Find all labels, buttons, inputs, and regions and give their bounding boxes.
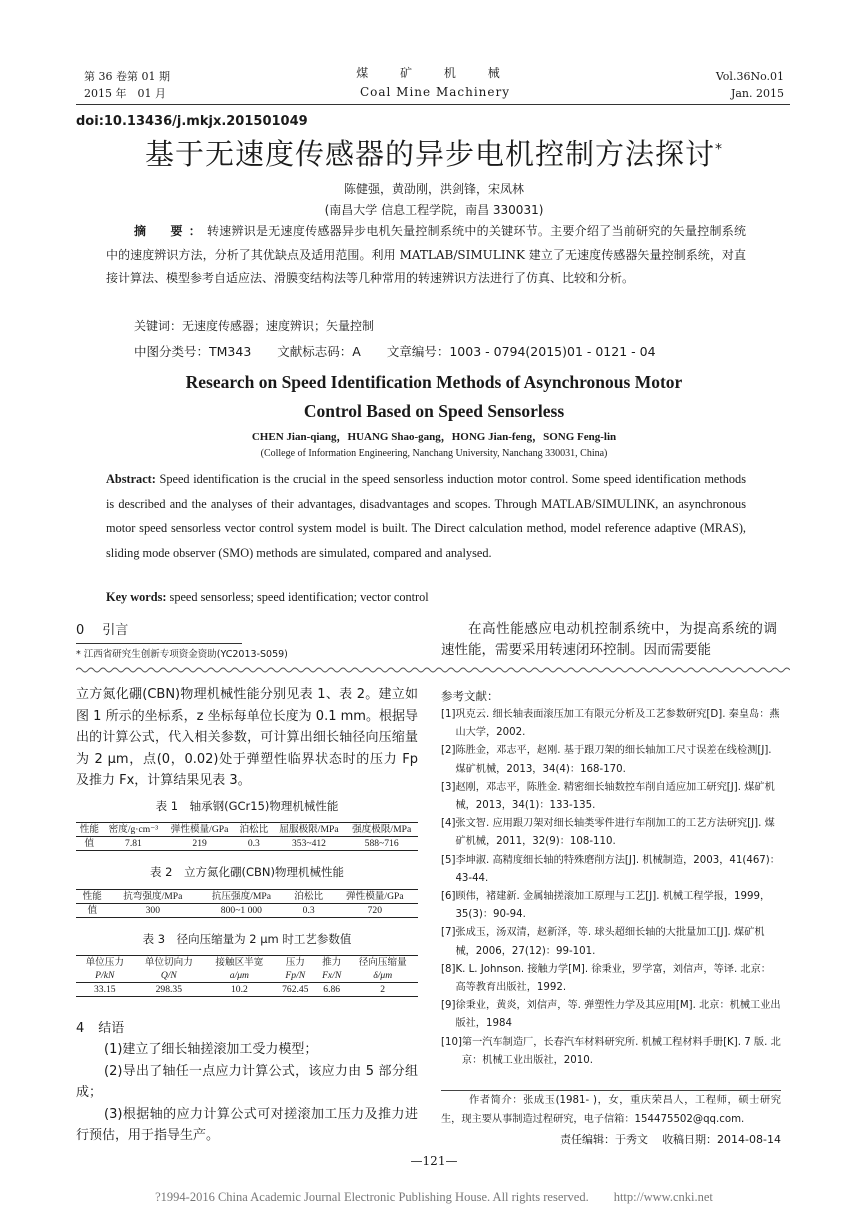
table1-header-cell: 密度/g·cm⁻³ bbox=[103, 823, 165, 837]
table3-header-cell: 压力 bbox=[275, 956, 316, 970]
reference-item bbox=[441, 815, 781, 851]
table3-header-cell: 推力 bbox=[316, 956, 347, 970]
reference-item bbox=[441, 1034, 781, 1070]
page-number: —121— bbox=[410, 1154, 458, 1168]
reference-number: [8] bbox=[441, 963, 456, 975]
table1 bbox=[76, 822, 418, 851]
abstract-cn bbox=[106, 220, 746, 291]
table2-header-cell: 弹性模量/GPa bbox=[332, 890, 418, 904]
header-volume bbox=[84, 68, 170, 102]
conclusion-item: (2)导出了轴任一点应力计算公式，该应力由 5 部分组成； bbox=[76, 1063, 418, 1100]
keywords-en bbox=[106, 590, 429, 605]
conclusion-list bbox=[76, 1039, 418, 1147]
reference-item bbox=[441, 779, 781, 815]
table1-caption: 表 1 轴承钢(GCr15)物理机械性能 bbox=[155, 799, 339, 813]
abstract-en bbox=[106, 467, 746, 565]
table1-header-cell: 屈服极限/MPa bbox=[273, 823, 346, 837]
keywords-en-text: speed sensorless; speed identification; vector control bbox=[169, 590, 429, 604]
table3-unit-cell: δ/μm bbox=[347, 969, 418, 983]
article-number: 文章编号：1003 - 0794(2015)01 - 0121 - 04 bbox=[386, 344, 656, 359]
body-text-left: 立方氮化硼(CBN)物理机械性能分别见表 1、表 2。建立如图 1 所示的坐标系，z 坐标每单位长度为 0.1 mm。根据导出的计算公式，代入相关参数，可计算出细长轴径向压缩量为 2 μm，点(0，0.02)处于弹塑性临界状态时的压力 Fp 及推力 Fx，计算结果见表 3。 bbox=[76, 687, 418, 788]
table1-cell: 值 bbox=[76, 837, 103, 851]
keywords-cn-label: 关键词： bbox=[134, 319, 183, 333]
references-list bbox=[441, 706, 781, 1070]
affiliation-cn: (南昌大学 信息工程学院，南昌 330031) bbox=[324, 203, 544, 217]
section-conclusion-title: 结语 bbox=[98, 1021, 125, 1036]
footer-copyright: ?1994-2016 China Academic Journal Electronic Publishing House. All rights reserved. http://www.cnki.net bbox=[155, 1190, 713, 1204]
table1-cell: 353~412 bbox=[273, 837, 346, 851]
table2-header-cell: 性能 bbox=[76, 890, 109, 904]
header-rule bbox=[76, 104, 790, 105]
header-volume-cn: 第 36 卷第 01 期 bbox=[84, 70, 170, 83]
references-heading: 参考文献： bbox=[441, 689, 499, 703]
reference-number: [5] bbox=[441, 854, 456, 866]
table2-cell: 值 bbox=[76, 904, 109, 918]
abstract-en-label: Abstract: bbox=[106, 472, 156, 486]
editor-info bbox=[441, 1131, 781, 1147]
table3-unit-cell: Fp/N bbox=[275, 969, 316, 983]
bio-rule bbox=[441, 1090, 781, 1091]
table3-cell: 298.35 bbox=[134, 983, 205, 997]
table2-cell: 720 bbox=[332, 904, 418, 918]
conclusion-item: (1)建立了细长轴搓滚加工受力模型； bbox=[104, 1042, 318, 1057]
title-cn bbox=[60, 132, 808, 173]
table1-row bbox=[76, 837, 418, 851]
table3-unit-cell: Fx/N bbox=[316, 969, 347, 983]
reference-text: K. L. Johnson. 接触力学[M]. 徐秉业，罗学富，刘信声，等译. 北京：高等教育出版社，1992. bbox=[455, 963, 771, 994]
table3-cell: 10.2 bbox=[204, 983, 275, 997]
section-intro-heading bbox=[76, 619, 128, 638]
title-footnote-mark: * bbox=[715, 141, 723, 158]
header-date-cn: 2015 年 01 月 bbox=[84, 87, 166, 100]
reference-text: 赵刚，邓志平，陈胜金. 精密细长轴数控车削自适应加工研究[J]. 煤矿机械，2013，34(1)：133-135. bbox=[455, 781, 775, 812]
table2-header-cell: 泊松比 bbox=[286, 890, 332, 904]
reference-text: 徐秉业，黄炎，刘信声，等. 弹塑性力学及其应用[M]. 北京：机械工业出版社，1984 bbox=[455, 1000, 781, 1030]
reference-item bbox=[441, 961, 781, 997]
table1-cell: 7.81 bbox=[103, 837, 165, 851]
reference-item bbox=[441, 924, 781, 960]
header-volume-en bbox=[680, 68, 784, 102]
clc-number: 中图分类号：TM343 bbox=[134, 344, 252, 359]
table2 bbox=[76, 889, 418, 918]
table3-row bbox=[76, 983, 418, 997]
conclusion-item: (3)根据轴的应力计算公式可对搓滚加工压力及推力进行预估，用于指导生产。 bbox=[76, 1106, 418, 1143]
reference-item bbox=[441, 706, 781, 742]
reference-item bbox=[441, 742, 781, 778]
reference-text: 顾伟，褚建新. 金属轴搓滚加工原理与工艺[J]. 机械工程学报，1999，35(3)：90-94. bbox=[455, 891, 771, 921]
table1-header-cell: 性能 bbox=[76, 823, 103, 837]
table3-cell: 762.45 bbox=[275, 983, 316, 997]
table2-caption: 表 2 立方氮化硼(CBN)物理机械性能 bbox=[150, 865, 344, 879]
authors-cn: 陈健强，黄劭刚，洪剑锋，宋凤林 bbox=[343, 182, 524, 196]
table1-header-cell: 强度极限/MPa bbox=[345, 823, 418, 837]
affiliation-en: (College of Information Engineering, Nanchang University, Nanchang 330031, China) bbox=[260, 448, 608, 459]
header-vol-en: Vol.36No.01 bbox=[715, 70, 784, 83]
received-date: 收稿日期：2014-08-14 bbox=[662, 1133, 781, 1146]
header-journal bbox=[340, 64, 530, 102]
table3-cell: 33.15 bbox=[76, 983, 134, 997]
abstract-cn-label: 摘 要： bbox=[134, 224, 208, 238]
table3 bbox=[76, 955, 418, 997]
section-divider-wavy bbox=[76, 666, 790, 674]
table2-cell: 800~1 000 bbox=[197, 904, 286, 918]
table3-unit-cell: Q/N bbox=[134, 969, 205, 983]
keywords-cn bbox=[134, 317, 374, 334]
reference-item bbox=[441, 888, 781, 924]
author-bio bbox=[441, 1092, 781, 1129]
reference-text: 陈胜金，邓志平，赵刚. 基于跟刀架的细长轴加工尺寸误差在线检测[J]. 煤矿机械，2013，34(4)：168-170. bbox=[455, 745, 772, 775]
table1-cell: 219 bbox=[164, 837, 235, 851]
title-en-line2: Control Based on Speed Sensorless bbox=[303, 401, 565, 421]
author-bio-text: 作者简介：张成玉(1981- )，女，重庆荣昌人，工程师，硕士研究生，现主要从事制造过程研究，电子信箱：154475502@qq.com. bbox=[441, 1095, 781, 1125]
table2-header-row bbox=[76, 890, 418, 904]
footnote-rule bbox=[76, 643, 242, 644]
reference-number: [10] bbox=[441, 1036, 462, 1048]
table3-header-cell: 单位压力 bbox=[76, 956, 134, 970]
doi: doi:10.13436/j.mkjx.201501049 bbox=[76, 114, 308, 129]
journal-name-cn: 煤 矿 机 械 bbox=[356, 66, 514, 80]
table3-caption: 表 3 径向压缩量为 2 μm 时工艺参数值 bbox=[142, 932, 352, 946]
table3-unit-cell: P/kN bbox=[76, 969, 134, 983]
reference-number: [7] bbox=[441, 927, 456, 939]
intro-text: 在高性能感应电动机控制系统中，为提高系统的调速性能，需要采用转速闭环控制。因而需要能 bbox=[441, 621, 777, 658]
classification bbox=[134, 342, 682, 360]
reference-number: [4] bbox=[441, 818, 456, 830]
reference-text: 巩克云. 细长轴表面滚压加工有限元分析及工艺参数研究[D]. 秦皇岛：燕山大学，2002. bbox=[455, 709, 780, 739]
reference-text: 第一汽车制造厂，长春汽车材料研究所. 机械工程材料手册[K]. 7 版. 北京：机械工业出版社，2010. bbox=[461, 1036, 781, 1066]
section-conclusion-heading bbox=[76, 1017, 124, 1036]
title-en-line1: Research on Speed Identification Methods of Asynchronous Motor bbox=[185, 372, 683, 392]
title-en bbox=[80, 368, 788, 426]
table1-header-row bbox=[76, 823, 418, 837]
abstract-cn-text: 转速辨识是无速度传感器异步电机矢量控制系统中的关键环节。主要介绍了当前研究的矢量控制系统中的速度辨识方法，分析了其优缺点及适用范围。利用 MATLAB/SIMULINK 建立了无速度传感器矢量控制系统，对直接计算法、模型参考自适应法、滑膜变结构法等几种常用的转速辨识方法进行了仿真、比较和分析。 bbox=[106, 224, 746, 286]
table1-header-cell: 弹性模量/GPa bbox=[164, 823, 235, 837]
funding-footnote: * 江西省研究生创新专项资金资助(YC2013-S059) bbox=[76, 649, 288, 660]
table2-header-cell: 抗弯强度/MPa bbox=[109, 890, 198, 904]
reference-number: [1] bbox=[441, 709, 456, 720]
authors-en: CHEN Jian-qiang，HUANG Shao-gang，HONG Jian-feng，SONG Feng-lin bbox=[251, 431, 617, 443]
section-conclusion-number: 4 bbox=[76, 1021, 85, 1036]
table1-cell: 0.3 bbox=[235, 837, 273, 851]
section-intro-number: 0 bbox=[76, 623, 85, 638]
keywords-en-label: Key words: bbox=[106, 590, 167, 604]
reference-number: [6] bbox=[441, 891, 456, 903]
abstract-en-text: Speed identification is the crucial in the speed sensorless induction motor control. Some speed identification methods is described and the analyses of their advantages, disadvantages and scopes. Through MATLAB/SIMULINK, an asynchronous motor speed sensorless vector control system model is built. The Direct calculation method, model reference adaptive (MRAS), sliding mode observer (SMO) methods are simulated, compared and analysed. bbox=[106, 472, 746, 560]
table2-cell: 300 bbox=[109, 904, 198, 918]
title-cn-text: 基于无速度传感器的异步电机控制方法探讨 bbox=[144, 137, 715, 171]
intro-paragraph bbox=[441, 619, 777, 661]
table3-cell: 6.86 bbox=[316, 983, 347, 997]
table2-cell: 0.3 bbox=[286, 904, 332, 918]
section-intro-title: 引言 bbox=[102, 623, 129, 638]
doc-code: 文献标志码：A bbox=[277, 344, 361, 359]
reference-item bbox=[441, 997, 781, 1033]
reference-item bbox=[441, 852, 781, 888]
table2-header-cell: 抗压强度/MPa bbox=[197, 890, 286, 904]
journal-name-en: Coal Mine Machinery bbox=[359, 85, 511, 99]
header-date-en: Jan. 2015 bbox=[730, 87, 784, 100]
reference-number: [3] bbox=[441, 781, 456, 793]
reference-text: 张成玉，汤双清，赵新泽，等. 球头超细长轴的大批量加工[J]. 煤矿机械，2006，27(12)：99-101. bbox=[455, 927, 765, 957]
table3-unit-cell: a/μm bbox=[204, 969, 275, 983]
table1-header-cell: 泊松比 bbox=[235, 823, 273, 837]
keywords-cn-text: 无速度传感器；速度辨识；矢量控制 bbox=[182, 319, 375, 333]
table1-cell: 588~716 bbox=[345, 837, 418, 851]
table3-cell: 2 bbox=[347, 983, 418, 997]
reference-number: [9] bbox=[441, 1000, 456, 1012]
table2-row bbox=[76, 904, 418, 918]
reference-number: [2] bbox=[441, 745, 456, 757]
table3-header-cell: 接触区半宽 bbox=[204, 956, 275, 970]
table3-header-cell: 单位切向力 bbox=[134, 956, 205, 970]
editor-name: 责任编辑：于秀文 bbox=[560, 1133, 649, 1146]
table3-header-cell: 径向压缩量 bbox=[347, 956, 418, 970]
reference-text: 李坤淑. 高精度细长轴的特殊磨削方法[J]. 机械制造，2003，41(467)：43-44. bbox=[455, 854, 780, 884]
table3-unit-row bbox=[76, 969, 418, 983]
table3-header-row bbox=[76, 956, 418, 970]
reference-text: 张文智. 应用跟刀架对细长轴类零件进行车削加工的工艺方法研究[J]. 煤矿机械，2011，32(9)：108-110. bbox=[455, 818, 775, 848]
